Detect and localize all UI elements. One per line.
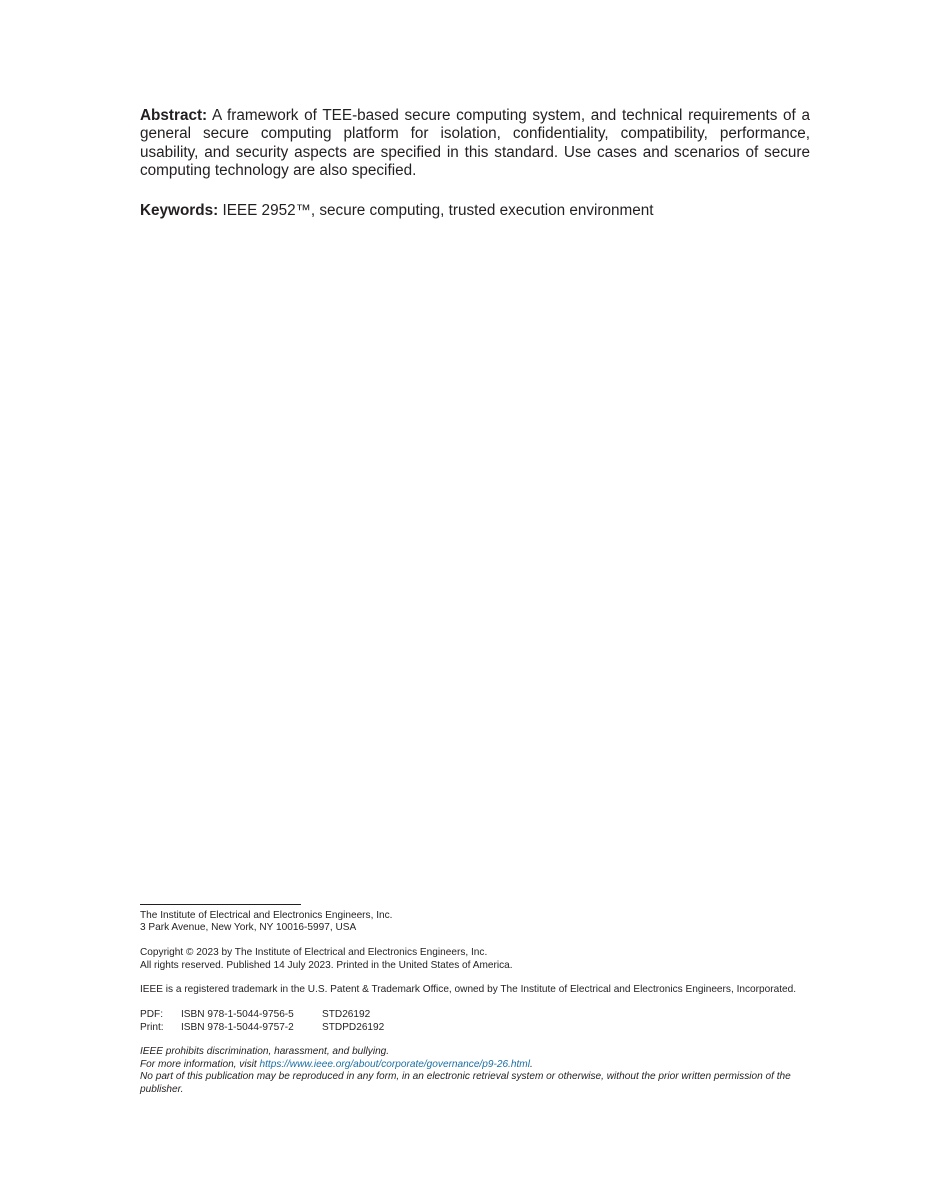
reproduction-notice: No part of this publication may be reproduced in any form, in an electronic retrieval system or otherwise, without the prior written permission of the publisher. — [140, 1071, 791, 1095]
abstract-text: A framework of TEE-based secure computing system, and technical requirements of a general secure computing platform for isolation, confidentiality, compatibility, performance, usability, and security aspects are specified in this standard. Use cases and scenarios of secure computing technology are also specified. — [140, 107, 810, 179]
governance-link[interactable]: https://www.ieee.org/about/corporate/governance/p9-26.html — [259, 1058, 530, 1070]
info-suffix: . — [529, 1058, 533, 1070]
publisher-address: 3 Park Avenue, New York, NY 10016-5997, USA — [140, 922, 357, 934]
trademark-block — [140, 984, 812, 996]
info-line — [140, 1059, 812, 1071]
isbn-number: ISBN 978-1-5044-9757-2 — [181, 1021, 294, 1033]
info-prefix: For more information, visit — [140, 1058, 260, 1070]
isbn-code: STDPD26192 — [322, 1021, 385, 1033]
keywords-paragraph — [140, 202, 810, 220]
abstract-label: Abstract: — [140, 107, 208, 124]
footnote-divider — [140, 904, 301, 905]
publisher-block — [140, 910, 812, 935]
abstract-paragraph — [140, 107, 810, 180]
rights-line: All rights reserved. Published 14 July 2023. Printed in the United States of America. — [140, 959, 513, 971]
isbn-row-pdf — [140, 1009, 812, 1021]
publication-footer — [140, 910, 812, 1096]
copyright-line: Copyright © 2023 by The Institute of Electrical and Electronics Engineers, Inc. — [140, 947, 488, 959]
publisher-name: The Institute of Electrical and Electronics Engineers, Inc. — [140, 910, 393, 921]
notice-block — [140, 1046, 812, 1096]
keywords-label: Keywords: — [140, 202, 219, 219]
isbn-block — [140, 1009, 812, 1034]
isbn-number: ISBN 978-1-5044-9756-5 — [181, 1009, 294, 1021]
copyright-block — [140, 947, 812, 972]
isbn-code: STD26192 — [322, 1009, 371, 1021]
discrimination-notice: IEEE prohibits discrimination, harassment, and bullying. — [140, 1046, 390, 1058]
trademark-text: IEEE is a registered trademark in the U.S. Patent & Trademark Office, owned by The Institute of Electrical and Electronics Engineers, Incorporated. — [140, 984, 797, 996]
isbn-format: PDF: — [140, 1009, 163, 1021]
isbn-format: Print: — [140, 1021, 164, 1033]
isbn-row-print — [140, 1022, 812, 1034]
keywords-text: IEEE 2952™, secure computing, trusted execution environment — [218, 202, 654, 219]
